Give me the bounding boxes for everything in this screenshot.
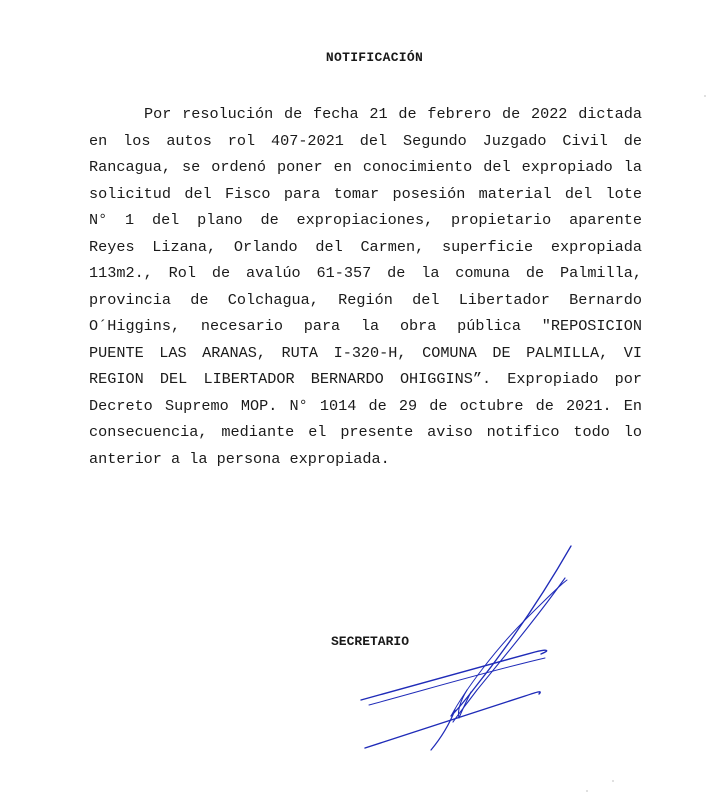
body-line: REGION DEL LIBERTADOR BERNARDO OHIGGINS”. Expropiado por — [89, 370, 642, 388]
handwritten-signature — [355, 540, 585, 760]
notification-body — [89, 101, 642, 472]
body-line: Por resolución de fecha 21 de febrero de 2022 dictada — [144, 105, 642, 123]
body-line: Rancagua, se ordenó poner en conocimiento del expropiado la — [89, 158, 642, 176]
body-line: provincia de Colchagua, Región del Libertador Bernardo — [89, 290, 642, 309]
scan-speck — [612, 780, 614, 782]
signature-stroke — [453, 578, 565, 722]
scan-speck — [704, 95, 706, 97]
body-line: en los autos rol 407-2021 del Segundo Juzgado Civil de — [89, 131, 642, 150]
body-line: solicitud del Fisco para tomar posesión material del lote — [89, 184, 642, 203]
body-line: O´Higgins, necesario para la obra pública "REPOSICION — [89, 317, 642, 335]
body-line: Reyes Lizana, Orlando del Carmen, superficie expropiada — [89, 237, 642, 256]
body-line: PUENTE LAS ARANAS, RUTA I-320-H, COMUNA DE PALMILLA, VI — [89, 343, 642, 362]
body-line: consecuencia, mediante el presente aviso notifico todo lo — [89, 423, 642, 441]
document-title: NOTIFICACIÓN — [325, 50, 424, 65]
body-line: Decreto Supremo MOP. N° 1014 de 29 de octubre de 2021. En — [89, 396, 642, 415]
signature-stroke — [365, 692, 540, 748]
body-line: anterior a la persona expropiada. — [89, 449, 390, 468]
body-line: 113m2., Rol de avalúo 61-357 de la comuna de Palmilla, — [89, 264, 642, 282]
signature-stroke — [451, 546, 571, 716]
body-line: N° 1 del plano de expropiaciones, propietario aparente — [89, 211, 642, 229]
signatory-label: SECRETARIO — [331, 634, 410, 649]
scan-speck — [586, 790, 588, 792]
signature-stroke — [361, 650, 547, 700]
